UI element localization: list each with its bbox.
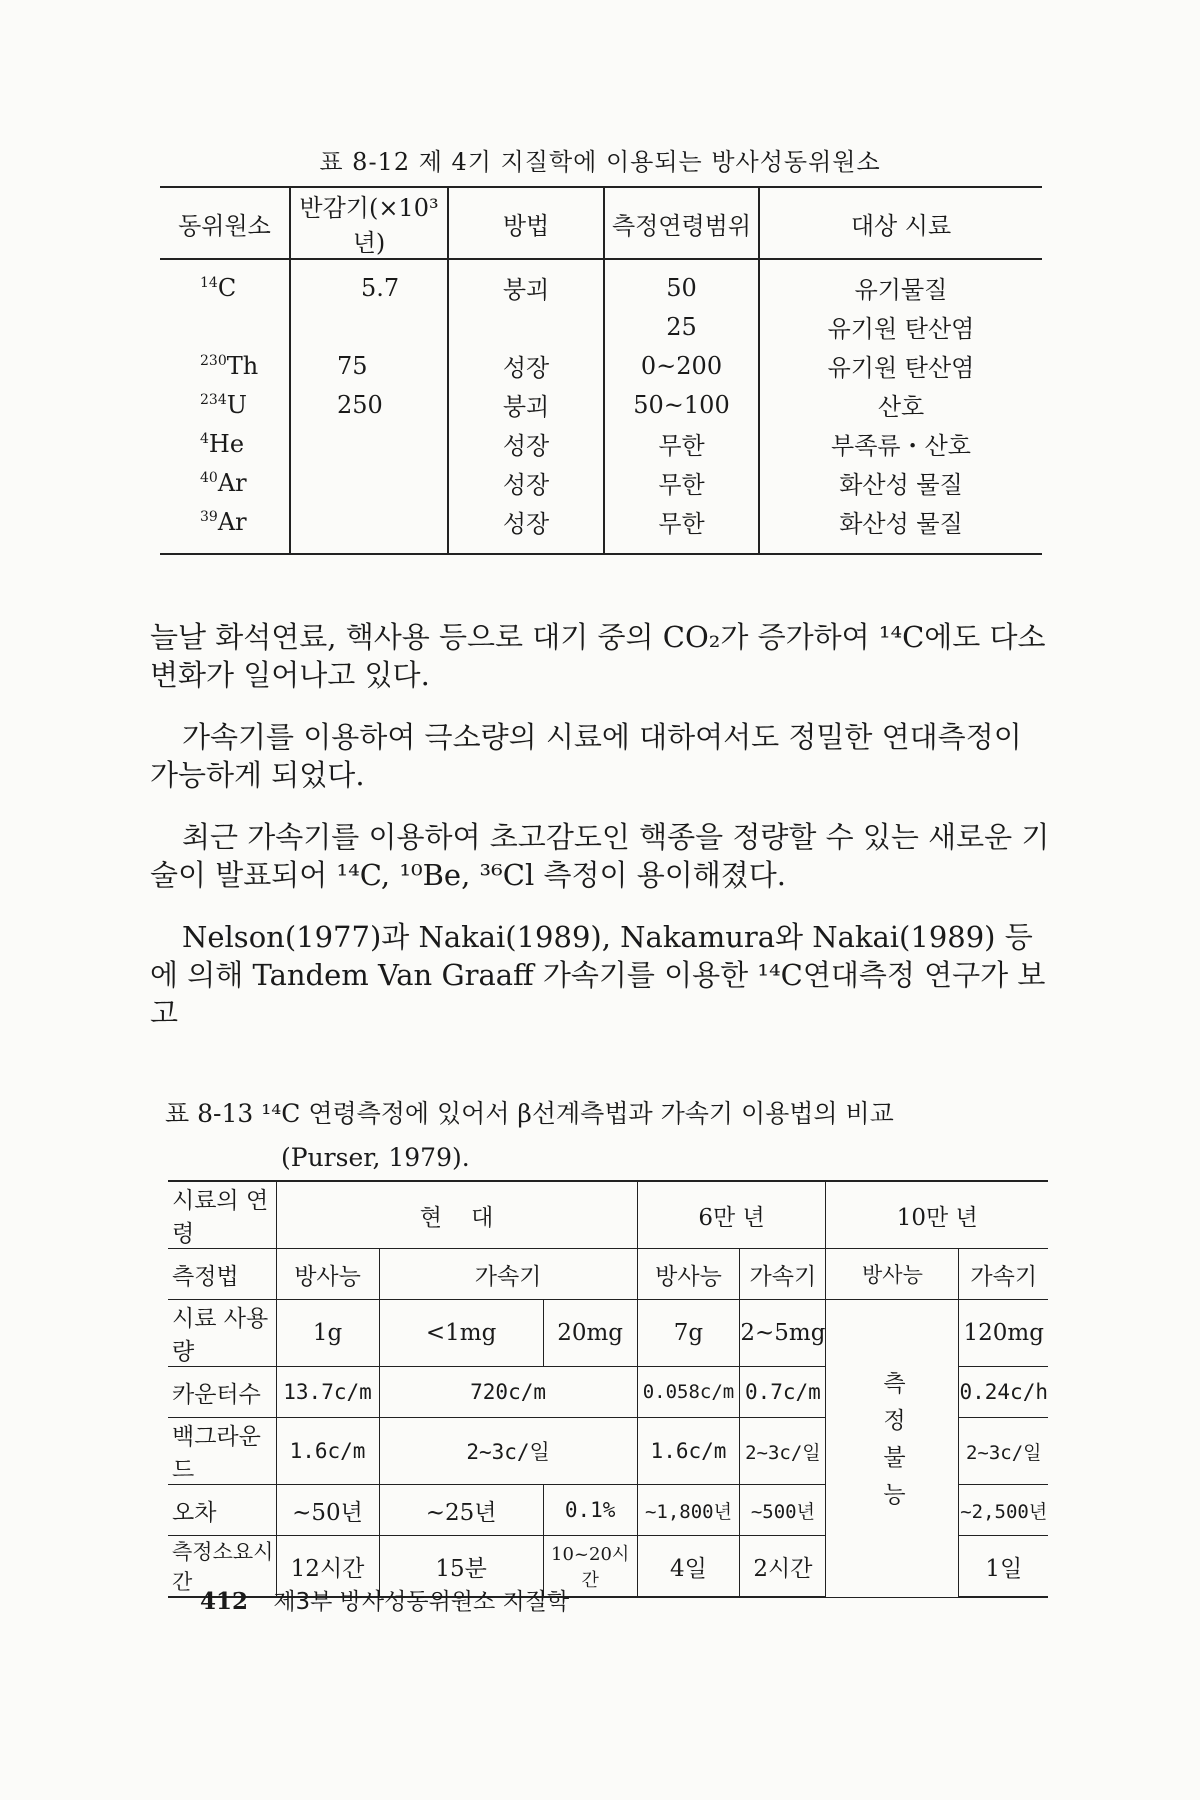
paragraph: 가속기를 이용하여 극소량의 시료에 대하여서도 정밀한 연대측정이 가능하게 되었다. (150, 720, 1022, 792)
table-row (160, 307, 1042, 346)
paragraph: 늘날 화석연료, 핵사용 등으로 대기 중의 CO₂가 증가하여 ¹⁴C에도 다소 변화가 일어나고 있다. (150, 620, 1046, 692)
column-group-header: 10만 년 (826, 1181, 1048, 1249)
table-cell: ~25년 (379, 1485, 543, 1536)
element-symbol: Th (226, 351, 259, 380)
unmeasurable-cell (826, 1300, 959, 1598)
half-life-cell (290, 424, 448, 463)
table-cell: 12시간 (276, 1536, 379, 1598)
paragraph: 최근 가속기를 이용하여 초고감도인 핵종을 정량할 수 있는 새로운 기술이 발표되어 ¹⁴C, ¹⁰Be, ³⁶Cl 측정이 용이해졌다. (150, 820, 1050, 892)
table-row (160, 259, 1042, 307)
mass-number: 39 (200, 508, 218, 525)
isotope-cell (160, 259, 290, 307)
half-life-cell: 75 (290, 346, 448, 385)
table-cell: 120mg (959, 1300, 1048, 1367)
table-cell: 2~3c/일 (959, 1418, 1048, 1485)
age-range-cell: 25 (604, 307, 759, 346)
table-cell: ~50년 (276, 1485, 379, 1536)
column-header: 대상 시료 (759, 187, 1042, 259)
table-cell: 0.058c/m (637, 1367, 740, 1418)
age-range-cell: 50~100 (604, 385, 759, 424)
mass-number: 234 (200, 391, 227, 408)
table-cell: <1mg (379, 1300, 543, 1367)
element-symbol: Ar (217, 507, 247, 536)
row-label: 시료 사용량 (168, 1300, 276, 1367)
table-cell: 0.24c/h (959, 1367, 1048, 1418)
table-header-row (160, 187, 1042, 259)
column-header: 방사능 (637, 1249, 740, 1300)
method-cell: 성장 (448, 346, 604, 385)
isotope-cell (160, 346, 290, 385)
caption-line: (Purser, 1979). (281, 1143, 470, 1172)
half-life-cell: 250 (290, 385, 448, 424)
table-cell: 2~3c/일 (740, 1418, 826, 1485)
column-group-header: 현 대 (276, 1181, 637, 1249)
column-header: 방사능 (826, 1249, 959, 1300)
table-cell: 7g (637, 1300, 740, 1367)
age-range-cell: 무한 (604, 424, 759, 463)
half-life-cell: 5.7 (290, 259, 448, 307)
half-life-cell (290, 463, 448, 502)
table-header-row (168, 1249, 1048, 1300)
isotope-cell (160, 424, 290, 463)
element-symbol: Ar (217, 468, 247, 497)
isotope-cell (160, 463, 290, 502)
caption-line: 표 8-13 ¹⁴C 연령측정에 있어서 β선계측법과 가속기 이용법의 비교 (165, 1099, 894, 1128)
page-footer (200, 1583, 569, 1616)
table-cell: 13.7c/m (276, 1367, 379, 1418)
row-label: 오차 (168, 1485, 276, 1536)
element-symbol: C (217, 273, 237, 302)
table-cell: 0.1% (543, 1485, 637, 1536)
method-cell: 붕괴 (448, 259, 604, 307)
table-row (160, 385, 1042, 424)
half-life-cell (290, 307, 448, 346)
table-cell: ~1,800년 (637, 1485, 740, 1536)
sample-cell: 산호 (877, 393, 925, 421)
element-symbol: U (226, 390, 247, 419)
method-cell: 성장 (448, 424, 604, 463)
table-cell: 2~3c/일 (379, 1418, 637, 1485)
method-cell (448, 307, 604, 346)
isotope-cell (160, 307, 290, 346)
sample-cell: 유기원 탄산염 (827, 354, 975, 382)
column-header: 가속기 (379, 1249, 637, 1300)
column-group-header: 6만 년 (637, 1181, 826, 1249)
table-cell: 2~5mg (740, 1300, 826, 1367)
sample-cell: 부족류・산호 (831, 432, 971, 460)
sample-cell: 유기물질 (854, 276, 948, 304)
table-row (160, 346, 1042, 385)
method-cell: 붕괴 (448, 385, 604, 424)
column-header: 측정연령범위 (604, 187, 759, 259)
table-cell: 1일 (959, 1536, 1048, 1598)
table-row (168, 1300, 1048, 1367)
table-8-13 (168, 1180, 1048, 1598)
table-cell: 10~20시간 (543, 1536, 637, 1598)
row-label: 시료의 연령 (168, 1181, 276, 1249)
table-header-row (168, 1181, 1048, 1249)
table-row (160, 424, 1042, 463)
table-cell: 20mg (543, 1300, 637, 1367)
paragraph: Nelson(1977)과 Nakai(1989), Nakamura와 Nakai(1989) 등에 의해 Tandem Van Graaff 가속기를 이용한 ¹⁴C연대측정 연구가 보고 (150, 920, 1046, 1030)
half-life-cell (290, 502, 448, 554)
column-header: 반감기(×10³년) (290, 187, 448, 259)
method-cell: 성장 (448, 463, 604, 502)
table-cell: 720c/m (379, 1367, 637, 1418)
element-symbol: He (208, 429, 245, 458)
column-header: 가속기 (959, 1249, 1048, 1300)
table-cell: 1.6c/m (637, 1418, 740, 1485)
table-cell: 0.7c/m (740, 1367, 826, 1418)
column-header: 방법 (448, 187, 604, 259)
table-cell: 15분 (379, 1536, 543, 1598)
age-range-cell: 50 (604, 259, 759, 307)
column-header: 가속기 (740, 1249, 826, 1300)
row-label: 측정소요시간 (168, 1536, 276, 1598)
column-header: 동위원소 (160, 187, 290, 259)
table-cell: ~2,500년 (959, 1485, 1048, 1536)
sample-cell: 화산성 물질 (839, 471, 963, 499)
mass-number: 40 (200, 469, 218, 486)
table-cell: 1.6c/m (276, 1418, 379, 1485)
table-cell: 1g (276, 1300, 379, 1367)
row-label: 카운터수 (168, 1367, 276, 1418)
part-title: 제3부 방사성동위원소 지질학 (273, 1589, 570, 1615)
column-header: 방사능 (276, 1249, 379, 1300)
table-row (160, 502, 1042, 554)
isotope-cell (160, 502, 290, 554)
table-row (160, 463, 1042, 502)
method-cell: 성장 (448, 502, 604, 554)
mass-number: 230 (200, 352, 227, 369)
sample-cell: 화산성 물질 (759, 502, 1042, 554)
age-range-cell: 무한 (604, 502, 759, 554)
row-label: 측정법 (168, 1249, 276, 1300)
table-cell: ~500년 (740, 1485, 826, 1536)
table-8-13-caption (165, 1092, 1065, 1180)
mass-number: 4 (200, 430, 209, 447)
page-number: 412 (200, 1588, 249, 1615)
table-8-12 (160, 186, 1042, 555)
unmeasurable-label: 측정불능 (878, 1371, 905, 1520)
mass-number: 14 (200, 274, 218, 291)
age-range-cell: 무한 (604, 463, 759, 502)
table-cell: 4일 (637, 1536, 740, 1598)
row-label: 백그라운드 (168, 1418, 276, 1485)
sample-cell: 유기원 탄산염 (827, 315, 975, 343)
table-cell: 2시간 (740, 1536, 826, 1598)
isotope-cell (160, 385, 290, 424)
age-range-cell: 0~200 (604, 346, 759, 385)
table-8-12-caption: 표 8-12 제 4기 지질학에 이용되는 방사성동위원소 (319, 148, 881, 176)
